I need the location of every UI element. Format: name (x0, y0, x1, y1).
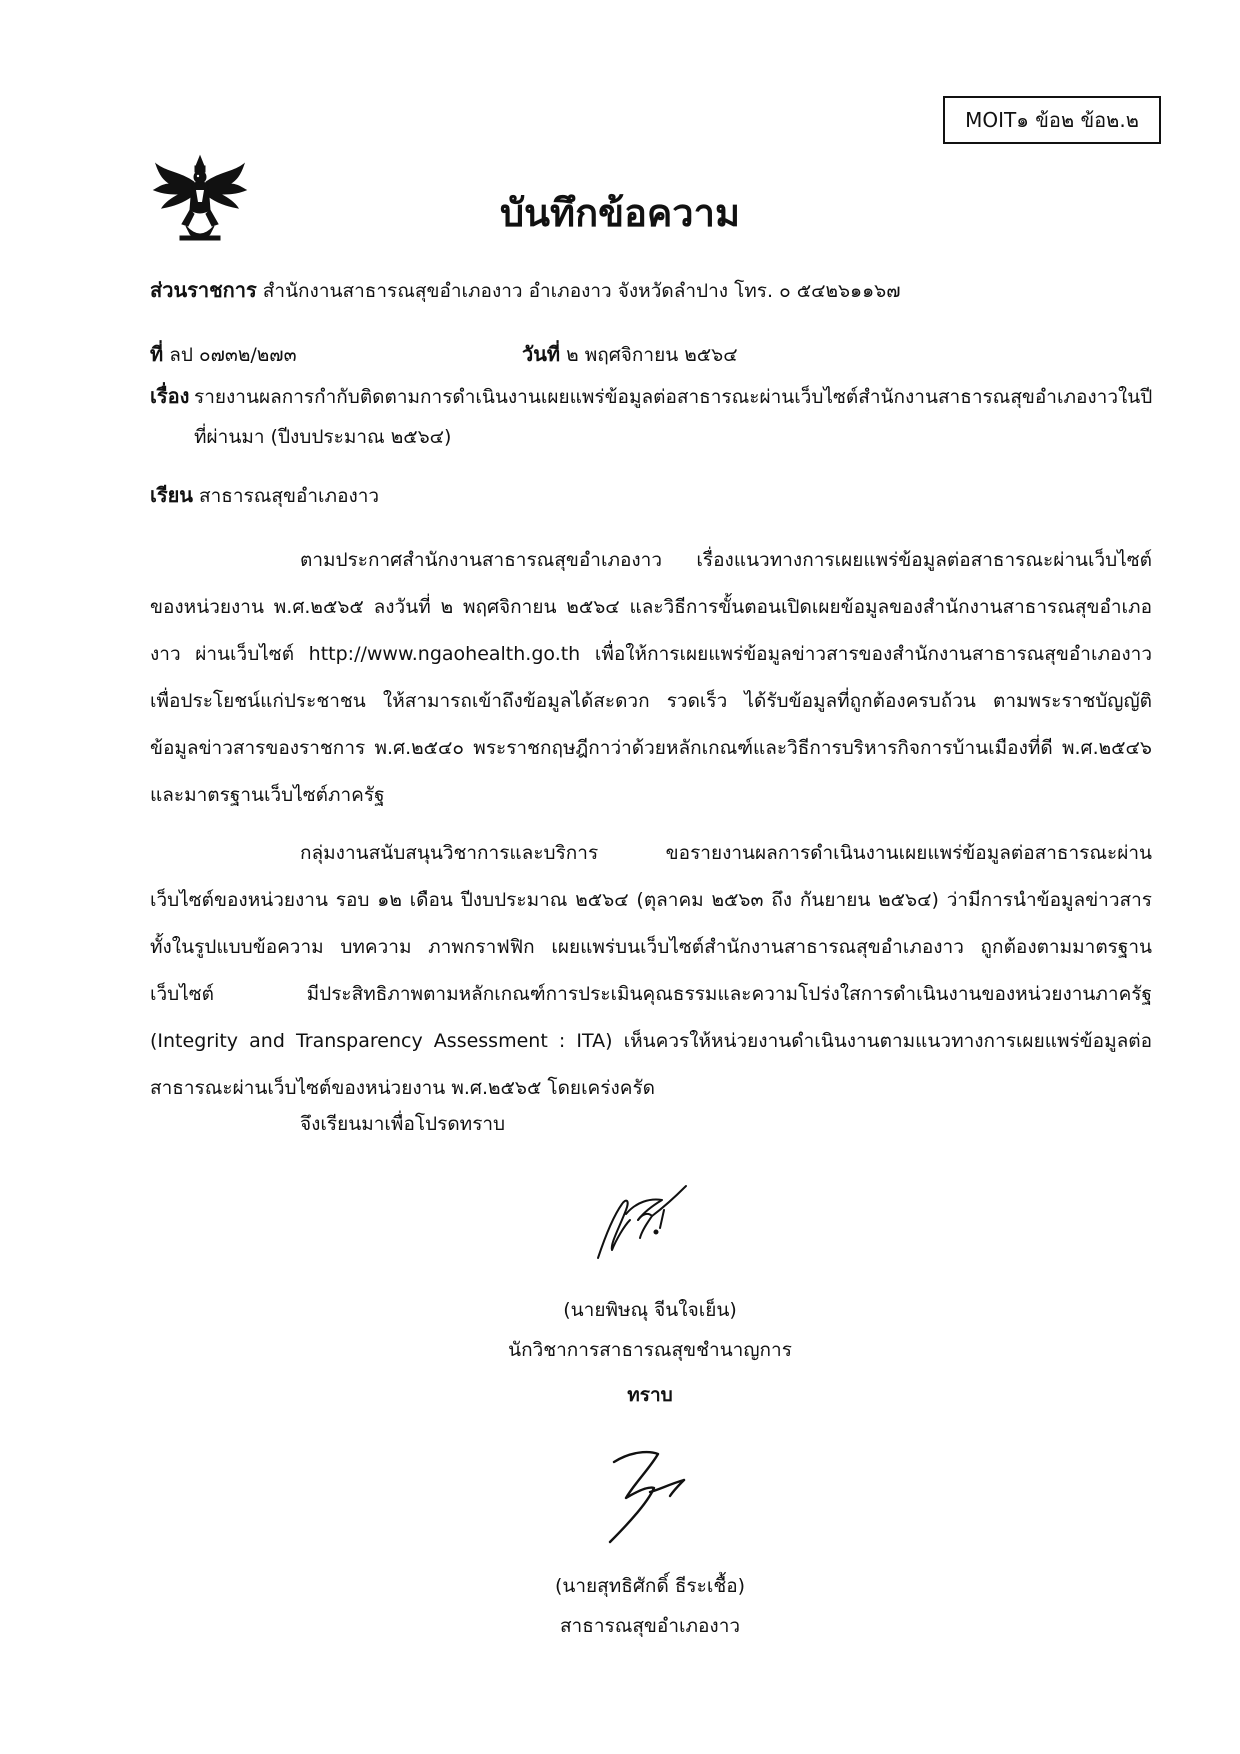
closing-line: จึงเรียนมาเพื่อโปรดทราบ (300, 1113, 506, 1135)
signature-2-image (600, 1440, 710, 1550)
addressee-line (150, 476, 379, 515)
signature-1-image (590, 1180, 700, 1270)
ref-label: ที่ (150, 342, 164, 366)
department-value: สำนักงานสาธารณสุขอำเภองาว อำเภองาว จังหวัดลำปาง โทร. ๐ ๕๔๒๖๑๑๖๗ (262, 280, 901, 302)
addressee-value: สาธารณสุขอำเภองาว (199, 485, 380, 507)
body-paragraph-2 (150, 830, 1152, 1112)
page-title: บันทึกข้อความ (499, 191, 741, 235)
body-paragraph-1 (150, 537, 1152, 819)
department-line (150, 271, 901, 310)
signatory-1-position: นักวิชาการสาธารณสุขชำนาญการ (508, 1339, 792, 1361)
paragraph-1-text: ตามประกาศสำนักงานสาธารณสุขอำเภองาว เรื่องแนวทางการเผยแพร่ข้อมูลต่อสาธารณะผ่านเว็บไซต์ของหน่วยงาน พ.ศ.๒๕๖๕ ลงวันที่ ๒ พฤศจิกายน ๒๕๖๔ และวิธีการขั้นตอนเปิดเผยข้อมูลของสำนักงานสาธารณสุขอำเภองาว ผ่านเว็บไซต์ http://www.ngaohealth.go.th เพื่อให้การเผยแพร่ข้อมูลข่าวสารของสำนักงานสาธารณสุขอำเภองาว เพื่อประโยชน์แก่ประชาชน ให้สามารถเข้าถึงข้อมูลได้สะดวก รวดเร็ว ได้รับข้อมูลที่ถูกต้องครบถ้วน ตามพระราชบัญญัติข้อมูลข่าวสารของราชการ พ.ศ.๒๕๔๐ พระราชกฤษฎีกาว่าด้วยหลักเกณฑ์และวิธีการบริหารกิจการบ้านเมืองที่ดี พ.ศ.๒๕๔๖ และมาตรฐานเว็บไซต์ภาครัฐ (150, 549, 1152, 806)
subject-label: เรื่อง (150, 384, 190, 408)
date-label: วันที่ (522, 342, 561, 366)
signatory-2-position: สาธารณสุขอำเภองาว (559, 1615, 741, 1637)
reference-box (943, 96, 1161, 144)
acknowledgement: ทราบ (627, 1384, 673, 1406)
signatory-1-name: (นายพิษณุ จีนใจเย็น) (563, 1299, 737, 1321)
date-line (522, 335, 738, 374)
reference-box-text: MOIT๑ ข้อ๒ ข้อ๒.๒ (965, 108, 1139, 132)
subject-value: รายงานผลการกำกับติดตามการดำเนินงานเผยแพร่ข้อมูลต่อสาธารณะผ่านเว็บไซต์สำนักงานสาธารณสุขอำเภองาวในปีที่ผ่านมา (ปีงบประมาณ ๒๕๖๔) (194, 386, 1153, 448)
department-label: ส่วนราชการ (150, 278, 257, 302)
signatory-2 (440, 1566, 860, 1646)
signatory-2-name: (นายสุทธิศักดิ์ ธีระเชื้อ) (554, 1575, 746, 1597)
paragraph-2-text: กลุ่มงานสนับสนุนวิชาการและบริการ ขอรายงานผลการดำเนินงานเผยแพร่ข้อมูลต่อสาธารณะผ่านเว็บไซต์ของหน่วยงาน รอบ ๑๒ เดือน ปีงบประมาณ ๒๕๖๔ (ตุลาคม ๒๕๖๓ ถึง กันยายน ๒๕๖๔) ว่ามีการนำข้อมูลข่าวสารทั้งในรูปแบบข้อความ บทความ ภาพกราฟฟิก เผยแพร่บนเว็บไซต์สำนักงานสาธารณสุขอำเภองาว ถูกต้องตามมาตรฐานเว็บไซต์ มีประสิทธิภาพตามหลักเกณฑ์การประเมินคุณธรรมและความโปร่งใสการดำเนินงานของหน่วยงานภาครัฐ (Integrity and Transparency Assessment : ITA) เห็นควรให้หน่วยงานดำเนินงานตามแนวทางการเผยแพร่ข้อมูลต่อสาธารณะผ่านเว็บไซต์ของหน่วยงาน พ.ศ.๒๕๖๕ โดยเคร่งครัด (150, 842, 1152, 1099)
reference-line (150, 335, 297, 374)
addressee-label: เรียน (150, 483, 193, 507)
signatory-1 (440, 1290, 860, 1370)
date-value: ๒ พฤศจิกายน ๒๕๖๔ (566, 344, 738, 366)
ref-value: ลป ๐๗๓๒/๒๗๓ (169, 344, 297, 366)
